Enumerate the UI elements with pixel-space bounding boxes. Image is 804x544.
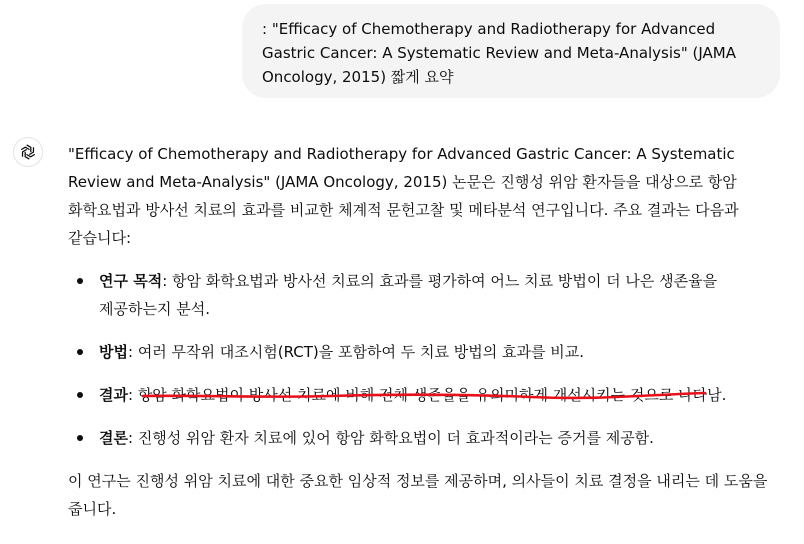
user-message-bubble [242, 4, 780, 98]
list-item-term: 결론 [99, 429, 128, 447]
user-message-text: : "Efficacy of Chemotherapy and Radiotherapy for Advanced Gastric Cancer: A Systematic Review and Meta-Analysis" (JAMA Oncology, 2015) 짧게 요약 [262, 20, 737, 86]
list-item-conclusion [68, 424, 778, 452]
highlighted-result-text: 항암 화학요법이 방사선 치료에 비해 전체 생존율을 유의미하게 개선시키는 것 [137, 386, 645, 404]
list-item-term: 결과 [99, 386, 128, 404]
list-item-text: 항암 화학요법과 방사선 치료의 효과를 평가하여 어느 치료 방법이 더 나은 생존율을 제공하는지 분석. [99, 272, 718, 318]
list-item-separator: : [162, 272, 173, 290]
assistant-message [68, 140, 778, 523]
list-item-result [68, 381, 778, 409]
list-item-term: 연구 목적 [99, 272, 163, 290]
list-item-text: 으로 나타남. [644, 386, 727, 404]
list-item-separator: : [127, 343, 138, 361]
list-item-separator: : [127, 386, 138, 404]
list-item-separator: : [127, 429, 138, 447]
assistant-intro: "Efficacy of Chemotherapy and Radiotherapy for Advanced Gastric Cancer: A Systematic Review and Meta-Analysis" (JAMA Oncology, 2015) 논문은 진행성 위암 환자들을 대상으로 항암 화학요법과 방사선 치료의 효과를 비교한 체계적 문헌고찰 및 메타분석 연구입니다. 주요 결과는 다음과 같습니다: [68, 145, 739, 247]
list-item-term: 방법 [99, 343, 128, 361]
list-item-purpose [68, 267, 778, 323]
openai-logo-icon [13, 137, 43, 167]
list-item-text: 진행성 위암 환자 치료에 있어 항암 화학요법이 더 효과적이라는 증거를 제공함. [137, 429, 654, 447]
summary-list [68, 267, 778, 452]
list-item-method [68, 338, 778, 366]
assistant-closing: 이 연구는 진행성 위암 치료에 대한 중요한 임상적 정보를 제공하며, 의사들이 치료 결정을 내리는 데 도움을 줍니다. [68, 472, 768, 518]
list-item-text: 여러 무작위 대조시험(RCT)을 포함하여 두 치료 방법의 효과를 비교. [137, 343, 584, 361]
